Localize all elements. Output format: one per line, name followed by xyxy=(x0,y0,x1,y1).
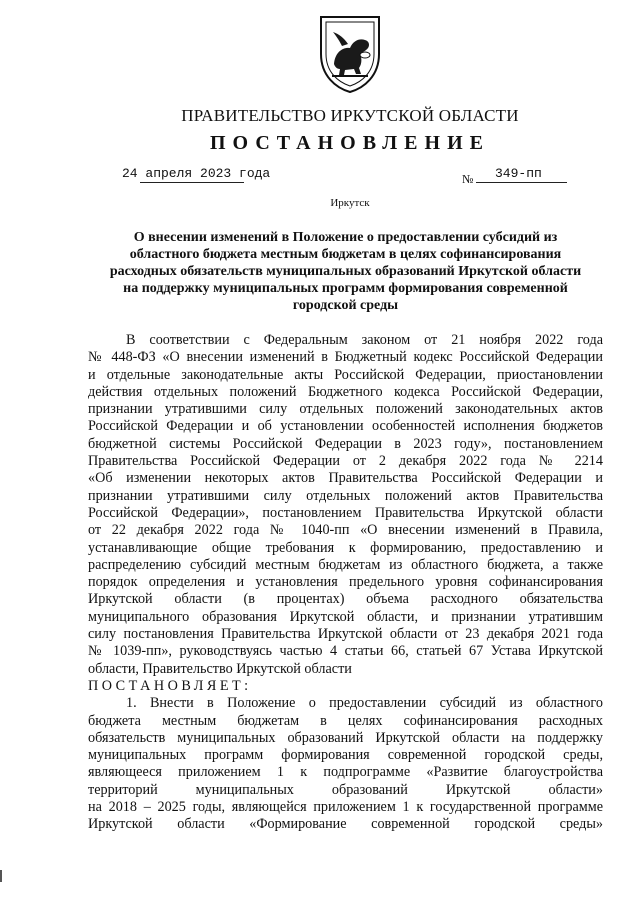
body-line: бюджета местным бюджетам в целях софинансирования расходных xyxy=(88,712,603,729)
body-line: от 22 декабря 2022 года № 1040-пп «О внесении изменений в Правила, xyxy=(88,522,603,539)
body-line: и отдельные законодательные акты Российской Федерации, приостановлении xyxy=(88,366,603,383)
document-body xyxy=(88,332,603,834)
document-type: ПОСТАНОВЛЕНИЕ xyxy=(210,132,490,154)
document-date: 24 апреля 2023 года xyxy=(122,166,271,181)
title-line: расходных обязательств муниципальных образований Иркутской области xyxy=(109,264,582,279)
government-name: ПРАВИТЕЛЬСТВО ИРКУТСКОЙ ОБЛАСТИ xyxy=(181,106,519,125)
number-sign: № xyxy=(462,172,474,186)
body-line: Правительства Российской Федерации от 2 декабря 2022 года № 2214 xyxy=(88,453,603,470)
body-line: Иркутской области «Формирование современной городской среды» xyxy=(88,816,603,833)
scan-margin-mark xyxy=(0,870,2,882)
title-line: на поддержку муниципальных программ формирования современной xyxy=(123,281,568,296)
body-line: муниципального образования Иркутской области, и признании утратившим xyxy=(88,608,603,625)
body-line: Российской Федерации», постановлением Правительства Иркутской области xyxy=(88,504,603,521)
body-line: территорий муниципальных образований Иркутской области» xyxy=(88,781,603,798)
date-underline xyxy=(140,182,244,183)
body-line: области, Правительство Иркутской области xyxy=(88,660,352,677)
body-line: устанавливающие общие требования к формированию, предоставлению и xyxy=(88,539,603,556)
document-number: 349-пп xyxy=(495,166,542,181)
body-line: обязательств муниципальных образований Иркутской области на поддержку xyxy=(88,729,603,746)
body-line: Иркутской области (в процентах) объема расходного обязательства xyxy=(88,591,603,608)
body-line: действия отдельных положений Бюджетного кодекса Российской Федерации, xyxy=(88,383,603,400)
body-line: силу постановления Правительства Иркутской области от 23 декабря 2021 года xyxy=(88,626,603,643)
body-line: являющееся приложением 1 к подпрограмме «Развитие благоустройства xyxy=(88,764,603,781)
city-name: Иркутск xyxy=(330,197,370,209)
title-line: городской среды xyxy=(292,298,399,313)
body-line: распределению субсидий местным бюджетам из областного бюджета, а также xyxy=(88,556,603,573)
number-underline xyxy=(476,182,567,183)
body-line: В соответствии с Федеральным законом от 21 ноября 2022 года xyxy=(126,332,603,348)
title-line: областного бюджета местным бюджетам в целях софинансирования xyxy=(129,247,562,262)
title-line: О внесении изменений в Положение о предоставлении субсидий из xyxy=(133,230,558,245)
coat-of-arms-icon xyxy=(318,14,382,94)
body-line: на 2018 – 2025 годы, являющейся приложением 1 к государственной программе xyxy=(88,799,603,816)
resolves-heading: ПОСТАНОВЛЯЕТ: xyxy=(88,677,252,694)
body-line: № 1039-пп», руководствуясь частью 4 статьи 66, статьей 67 Устава Иркутской xyxy=(88,643,603,660)
body-line: 1. Внести в Положение о предоставлении субсидий из областного xyxy=(126,695,603,712)
body-line: муниципальных программ формирования современной городской среды, xyxy=(88,747,603,764)
body-line: «Об изменении некоторых актов Правительства Российской Федерации и xyxy=(88,470,603,487)
body-line: признании утратившими силу отдельных положений актов Правительства xyxy=(88,487,603,504)
body-line: порядок определения и установления предельного уровня софинансирования xyxy=(88,574,603,591)
body-line: Российской Федерации и об установлении особенностей исполнения бюджетов xyxy=(88,418,603,435)
body-line: бюджетной системы Российской Федерации в 2023 году», постановлением xyxy=(88,435,603,452)
document-title xyxy=(88,229,603,314)
body-line: признании утратившими силу отдельных положений законодательных актов xyxy=(88,401,603,418)
body-line: № 448-ФЗ «О внесении изменений в Бюджетный кодекс Российской Федерации xyxy=(88,349,603,366)
